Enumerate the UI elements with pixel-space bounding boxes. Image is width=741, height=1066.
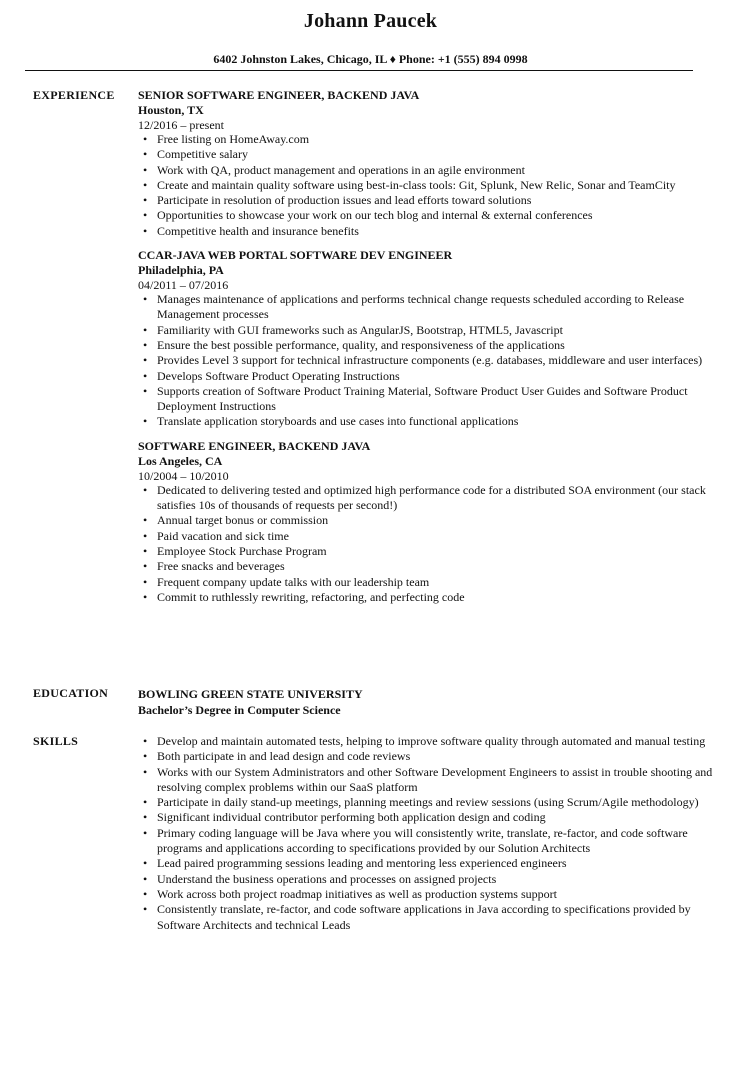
bullet-item: • Provides Level 3 support for technical infrastructure components (e.g. databases, middleware and user interfaces) <box>138 353 713 368</box>
bullet-item: • Free listing on HomeAway.com <box>138 132 713 147</box>
bullet-item: • Familiarity with GUI frameworks such as AngularJS, Bootstrap, HTML5, Javascript <box>138 323 713 338</box>
job-location: Los Angeles, CA <box>138 453 223 468</box>
job-entry <box>138 88 713 239</box>
education-body <box>138 686 713 718</box>
bullet-item: • Participate in daily stand-up meetings, planning meetings and review sessions (using Scrum/Agile methodology) <box>138 795 713 810</box>
job-location: Houston, TX <box>138 103 204 117</box>
job-dates: 12/2016 – present <box>138 118 224 132</box>
job-location: Philadelphia, PA <box>138 263 224 278</box>
bullet-item: • Annual target bonus or commission <box>138 513 713 528</box>
bullet-item: • Free snacks and beverages <box>138 559 713 574</box>
bullet-item: • Develop and maintain automated tests, helping to improve software quality through automated and manual testing <box>138 734 713 749</box>
bullet-item: • Work with QA, product management and operations in an agile environment <box>138 163 713 178</box>
job-dates: 10/2004 – 10/2010 <box>138 468 229 483</box>
bullet-item: • Paid vacation and sick time <box>138 529 713 544</box>
bullet-item: • Both participate in and lead design and code reviews <box>138 749 713 764</box>
bullet-item: • Lead paired programming sessions leading and mentoring less experienced engineers <box>138 856 713 871</box>
bullet-item: • Create and maintain quality software using best-in-class tools: Git, Splunk, New Relic, Sonar and TeamCity <box>138 178 713 193</box>
job-bullets <box>138 132 713 239</box>
candidate-name: Johann Paucek <box>303 10 438 32</box>
job-entry <box>138 248 713 430</box>
bullet-item: • Dedicated to delivering tested and optimized high performance code for a distributed SOA environment (our stack satisfies 10s of thousands of requests per second!) <box>138 483 713 514</box>
bullet-item: • Competitive salary <box>138 147 713 162</box>
bullet-item: • Primary coding language will be Java where you will consistently write, translate, re-factor, and code software programs and applications according to specifications provided by our Solution Architects <box>138 826 713 857</box>
job-dates: 04/2011 – 07/2016 <box>138 278 229 293</box>
bullet-item: • Works with our System Administrators and other Software Development Engineers to assist in trouble shooting and resolving complex problems within our SaaS platform <box>138 765 713 796</box>
contact-line: 6402 Johnston Lakes, Chicago, IL ♦ Phone: +1 (555) 894 0998 <box>213 52 528 66</box>
school-name: BOWLING GREEN STATE UNIVERSITY <box>138 687 363 701</box>
skills-bullets <box>138 734 713 933</box>
bullet-item: • Ensure the best possible performance, quality, and responsiveness of the applications <box>138 338 713 353</box>
bullet-item: • Understand the business operations and processes on assigned projects <box>138 872 713 887</box>
section-label-experience: EXPERIENCE <box>33 88 115 102</box>
job-title: SENIOR SOFTWARE ENGINEER, BACKEND JAVA <box>138 88 420 102</box>
job-title: SOFTWARE ENGINEER, BACKEND JAVA <box>138 438 371 453</box>
bullet-item: • Employee Stock Purchase Program <box>138 544 713 559</box>
experience-list <box>138 88 713 614</box>
bullet-item: • Significant individual contributor performing both application design and coding <box>138 810 713 825</box>
bullet-item: • Consistently translate, re-factor, and code software applications in Java according to specifications provided by Software Architects and technical Leads <box>138 902 713 933</box>
job-entry <box>138 439 713 605</box>
bullet-item: • Competitive health and insurance benefits <box>138 224 713 239</box>
section-label-education: EDUCATION <box>33 686 109 700</box>
bullet-item: • Frequent company update talks with our leadership team <box>138 575 713 590</box>
job-bullets <box>138 483 713 605</box>
skills-body <box>138 734 713 933</box>
job-bullets <box>138 292 713 430</box>
bullet-item: • Translate application storyboards and use cases into functional applications <box>138 414 713 429</box>
job-title: CCAR-JAVA WEB PORTAL SOFTWARE DEV ENGINEER <box>138 248 453 263</box>
bullet-item: • Opportunities to showcase your work on our tech blog and internal & external conferences <box>138 208 713 223</box>
bullet-item: • Participate in resolution of production issues and lead efforts toward solutions <box>138 193 713 208</box>
bullet-item: • Commit to ruthlessly rewriting, refactoring, and perfecting code <box>138 590 713 605</box>
degree-name: Bachelor’s Degree in Computer Science <box>138 703 341 717</box>
bullet-item: • Manages maintenance of applications and performs technical change requests scheduled according to Release Management processes <box>138 292 713 323</box>
bullet-item: • Work across both project roadmap initiatives as well as production systems support <box>138 887 713 902</box>
bullet-item: • Supports creation of Software Product Training Material, Software Product User Guides and Software Product Deployment Instructions <box>138 384 713 415</box>
section-label-skills: SKILLS <box>33 734 79 748</box>
header-divider <box>25 70 693 71</box>
bullet-item: • Develops Software Product Operating Instructions <box>138 369 713 384</box>
